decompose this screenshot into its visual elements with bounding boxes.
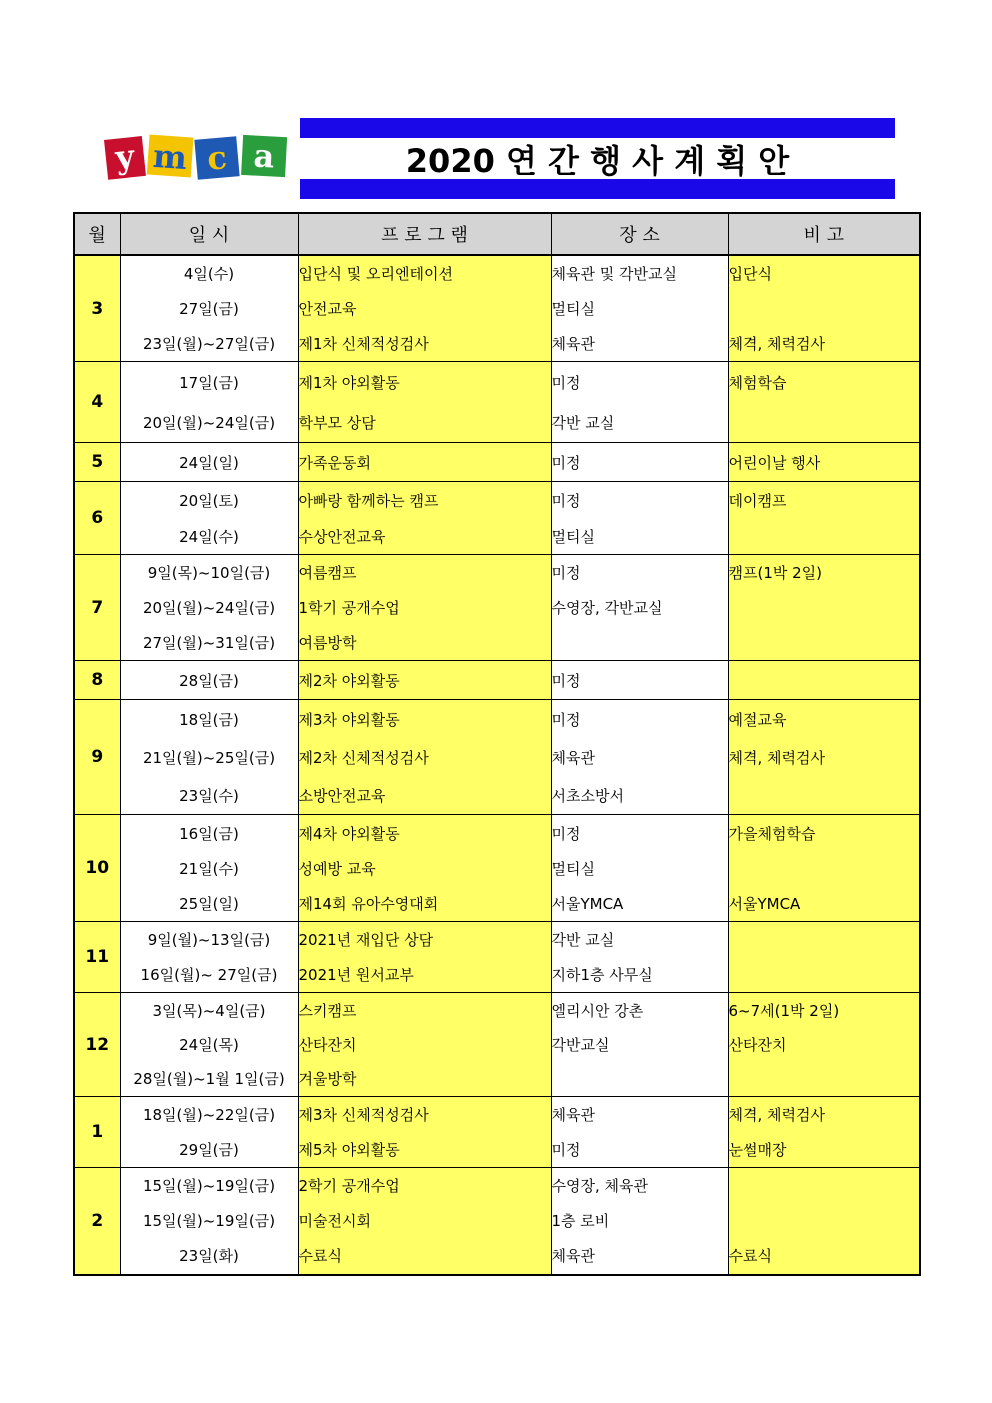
table-row [74, 700, 920, 815]
place-line: 미정 [551, 1141, 581, 1159]
program-line: 가족운동회 [298, 453, 371, 472]
date-cell [120, 993, 298, 1097]
table-row [74, 993, 920, 1097]
date-line: 20일(월)~24일(금) [142, 413, 276, 432]
note-line: 산타잔치 [728, 1036, 787, 1054]
place-cell [551, 815, 728, 922]
page-title: 2020 연 간 행 사 계 획 안 [405, 141, 790, 180]
program-line: 제4차 야외활동 [298, 824, 400, 843]
program-line: 성예방 교육 [298, 859, 376, 878]
note-line [729, 922, 920, 957]
program-cell [298, 443, 551, 482]
note-line: 데이캠프 [728, 491, 787, 510]
note-line [729, 1168, 920, 1203]
table-row [74, 661, 920, 700]
note-line: 캠프(1박 2일) [728, 564, 823, 582]
place-line: 멀티실 [551, 859, 595, 878]
date-line: 25일(일) [179, 894, 239, 913]
note-line [729, 957, 920, 992]
note-line: 체격, 체력검사 [728, 1106, 825, 1124]
table-row [74, 482, 920, 555]
month-cell: 11 [74, 922, 120, 993]
table-row [74, 1097, 920, 1168]
place-line: 1층 로비 [551, 1212, 610, 1231]
place-line: 미정 [551, 671, 581, 690]
date-cell [120, 815, 298, 922]
program-cell [298, 922, 551, 993]
place-line: 미정 [551, 453, 581, 472]
note-line: 서울YMCA [728, 894, 801, 913]
place-line: 서초소방서 [551, 786, 624, 805]
month-cell: 12 [74, 993, 120, 1097]
date-line: 3일(목)~4일(금) [152, 1002, 266, 1020]
program-cell [298, 482, 551, 555]
date-line: 24일(일) [179, 453, 239, 472]
program-line: 미술전시회 [298, 1212, 371, 1231]
program-cell [298, 362, 551, 443]
program-line: 제3차 신체적성검사 [298, 1106, 429, 1124]
note-line: 수료식 [728, 1247, 772, 1266]
note-cell [728, 661, 920, 700]
note-line: 입단식 [728, 265, 772, 283]
note-line: 체험학습 [728, 373, 787, 392]
month-cell: 6 [74, 482, 120, 555]
program-line: 수상안전교육 [298, 527, 386, 546]
place-cell [551, 1097, 728, 1168]
annual-schedule-table [73, 212, 921, 1276]
table-row [74, 1168, 920, 1275]
place-cell [551, 443, 728, 482]
ymca-logo [100, 128, 292, 188]
note-line: 가을체험학습 [728, 824, 816, 843]
title-band-bottom [300, 179, 895, 199]
month-cell: 9 [74, 700, 120, 815]
place-cell [551, 255, 728, 362]
program-line: 아빠랑 함께하는 캠프 [298, 491, 439, 510]
place-cell [551, 362, 728, 443]
table-row [74, 255, 920, 362]
svg-text:a: a [252, 136, 276, 176]
program-cell [298, 1168, 551, 1275]
note-line: 어린이날 행사 [728, 453, 821, 472]
month-cell: 8 [74, 661, 120, 700]
program-line: 안전교육 [298, 300, 357, 318]
program-cell [298, 993, 551, 1097]
place-line: 서울YMCA [551, 894, 624, 913]
note-line: 체격, 체력검사 [728, 335, 825, 353]
date-line: 23일(화) [179, 1247, 239, 1266]
note-line [729, 661, 920, 699]
note-line: 예절교육 [728, 710, 787, 729]
date-line: 20일(토) [179, 491, 239, 510]
date-line: 16일(월)~ 27일(금) [140, 966, 278, 984]
table-row [74, 815, 920, 922]
column-header-date: 일 시 [120, 213, 298, 255]
date-line: 20일(월)~24일(금) [142, 599, 276, 617]
place-line: 체육관 [551, 335, 595, 353]
date-line: 27일(금) [179, 300, 239, 318]
place-cell [551, 661, 728, 700]
date-line: 29일(금) [179, 1141, 239, 1159]
program-line: 제2차 야외활동 [298, 671, 400, 690]
date-line: 18일(월)~22일(금) [142, 1106, 276, 1124]
note-line [729, 402, 920, 442]
note-line [729, 518, 920, 554]
table-row [74, 555, 920, 661]
place-line [552, 1062, 728, 1096]
program-line: 소방안전교육 [298, 786, 386, 805]
place-line: 각반 교실 [551, 931, 615, 949]
date-line: 23일(수) [179, 786, 239, 805]
table-row [74, 362, 920, 443]
date-cell [120, 700, 298, 815]
note-cell [728, 993, 920, 1097]
program-line: 여름캠프 [298, 564, 357, 582]
program-line: 여름방학 [298, 634, 357, 652]
month-cell: 4 [74, 362, 120, 443]
date-cell [120, 482, 298, 555]
place-cell [551, 482, 728, 555]
column-header-month: 월 [74, 213, 120, 255]
program-cell [298, 815, 551, 922]
place-line: 체육관 [551, 1106, 595, 1124]
date-line: 15일(월)~19일(금) [142, 1177, 276, 1196]
note-line: 6~7세(1박 2일) [728, 1002, 840, 1020]
date-line: 28일(금) [179, 671, 239, 690]
note-cell [728, 922, 920, 993]
program-cell [298, 661, 551, 700]
note-cell [728, 482, 920, 555]
note-line: 체격, 체력검사 [728, 748, 825, 767]
program-line: 학부모 상담 [298, 413, 376, 432]
month-cell: 3 [74, 255, 120, 362]
note-cell [728, 443, 920, 482]
program-line: 겨울방학 [298, 1070, 357, 1088]
date-line: 18일(금) [179, 710, 239, 729]
date-cell [120, 661, 298, 700]
svg-text:c: c [205, 138, 229, 178]
place-line: 수영장, 각반교실 [551, 599, 663, 617]
date-line: 21일(월)~25일(금) [142, 748, 276, 767]
place-line: 멀티실 [551, 300, 595, 318]
month-cell: 2 [74, 1168, 120, 1275]
date-line: 21일(수) [179, 859, 239, 878]
place-cell [551, 922, 728, 993]
program-line: 제14회 유아수영대회 [298, 894, 439, 913]
schedule-body [74, 255, 920, 1275]
month-cell: 7 [74, 555, 120, 661]
table-header-row [74, 213, 920, 255]
place-line: 미정 [551, 373, 581, 392]
date-cell [120, 1168, 298, 1275]
place-line: 미정 [551, 710, 581, 729]
place-line: 각반교실 [551, 1036, 610, 1054]
date-line: 27일(월)~31일(금) [142, 634, 276, 652]
date-line: 17일(금) [179, 373, 239, 392]
program-line: 1학기 공개수업 [298, 599, 400, 617]
note-cell [728, 255, 920, 362]
program-cell [298, 555, 551, 661]
program-cell [298, 1097, 551, 1168]
program-line: 제1차 신체적성검사 [298, 335, 429, 353]
note-line [729, 776, 920, 814]
note-cell [728, 1097, 920, 1168]
date-line: 9일(월)~13일(금) [147, 931, 271, 949]
date-line: 24일(수) [179, 527, 239, 546]
program-line: 2021년 원서교부 [298, 966, 414, 984]
place-line [552, 625, 728, 660]
note-cell [728, 815, 920, 922]
place-line: 미정 [551, 491, 581, 510]
program-line: 제1차 야외활동 [298, 373, 400, 392]
date-cell [120, 555, 298, 661]
place-line: 각반 교실 [551, 413, 615, 432]
column-header-note: 비 고 [728, 213, 920, 255]
month-cell: 5 [74, 443, 120, 482]
note-cell [728, 700, 920, 815]
place-line: 미정 [551, 824, 581, 843]
month-cell: 1 [74, 1097, 120, 1168]
place-cell [551, 993, 728, 1097]
table-row [74, 922, 920, 993]
note-line [729, 1203, 920, 1238]
place-line: 체육관 및 각반교실 [551, 265, 677, 283]
place-line: 멀티실 [551, 527, 595, 546]
table-row [74, 443, 920, 482]
note-line [729, 1062, 920, 1096]
place-cell [551, 1168, 728, 1275]
note-cell [728, 362, 920, 443]
note-line [729, 291, 920, 326]
place-line: 미정 [551, 564, 581, 582]
note-line [729, 851, 920, 886]
note-cell [728, 555, 920, 661]
program-cell [298, 255, 551, 362]
ymca-logo-graphic [100, 128, 292, 188]
note-line: 눈썰매장 [728, 1141, 787, 1159]
place-line: 지하1층 사무실 [551, 966, 653, 984]
place-line: 체육관 [551, 748, 595, 767]
title-banner [300, 118, 895, 199]
note-line [729, 590, 920, 625]
date-cell [120, 362, 298, 443]
date-cell [120, 443, 298, 482]
place-line: 수영장, 체육관 [551, 1177, 648, 1196]
svg-text:y: y [113, 137, 137, 177]
svg-text:m: m [151, 136, 189, 178]
note-cell [728, 1168, 920, 1275]
date-cell [120, 255, 298, 362]
program-line: 입단식 및 오리엔테이션 [298, 265, 453, 283]
program-line: 2021년 재입단 상담 [298, 931, 434, 949]
place-line: 엘리시안 강촌 [551, 1002, 644, 1020]
column-header-place: 장 소 [551, 213, 728, 255]
date-line: 23일(월)~27일(금) [142, 335, 276, 353]
program-line: 제3차 야외활동 [298, 710, 400, 729]
program-line: 2학기 공개수업 [298, 1177, 400, 1196]
program-line: 제2차 신체적성검사 [298, 748, 429, 767]
note-line [729, 625, 920, 660]
date-line: 28일(월)~1월 1일(금) [133, 1070, 285, 1088]
program-cell [298, 700, 551, 815]
program-line: 수료식 [298, 1247, 342, 1266]
program-line: 제5차 야외활동 [298, 1141, 400, 1159]
place-cell [551, 555, 728, 661]
program-line: 스키캠프 [298, 1002, 357, 1020]
program-line: 산타잔치 [298, 1036, 357, 1054]
place-line: 체육관 [551, 1247, 595, 1266]
date-line: 4일(수) [183, 265, 235, 283]
column-header-program: 프 로 그 램 [298, 213, 551, 255]
date-line: 9일(목)~10일(금) [147, 564, 271, 582]
date-cell [120, 1097, 298, 1168]
date-line: 16일(금) [179, 824, 239, 843]
date-line: 15일(월)~19일(금) [142, 1212, 276, 1231]
date-line: 24일(목) [179, 1036, 239, 1054]
place-cell [551, 700, 728, 815]
date-cell [120, 922, 298, 993]
month-cell: 10 [74, 815, 120, 922]
